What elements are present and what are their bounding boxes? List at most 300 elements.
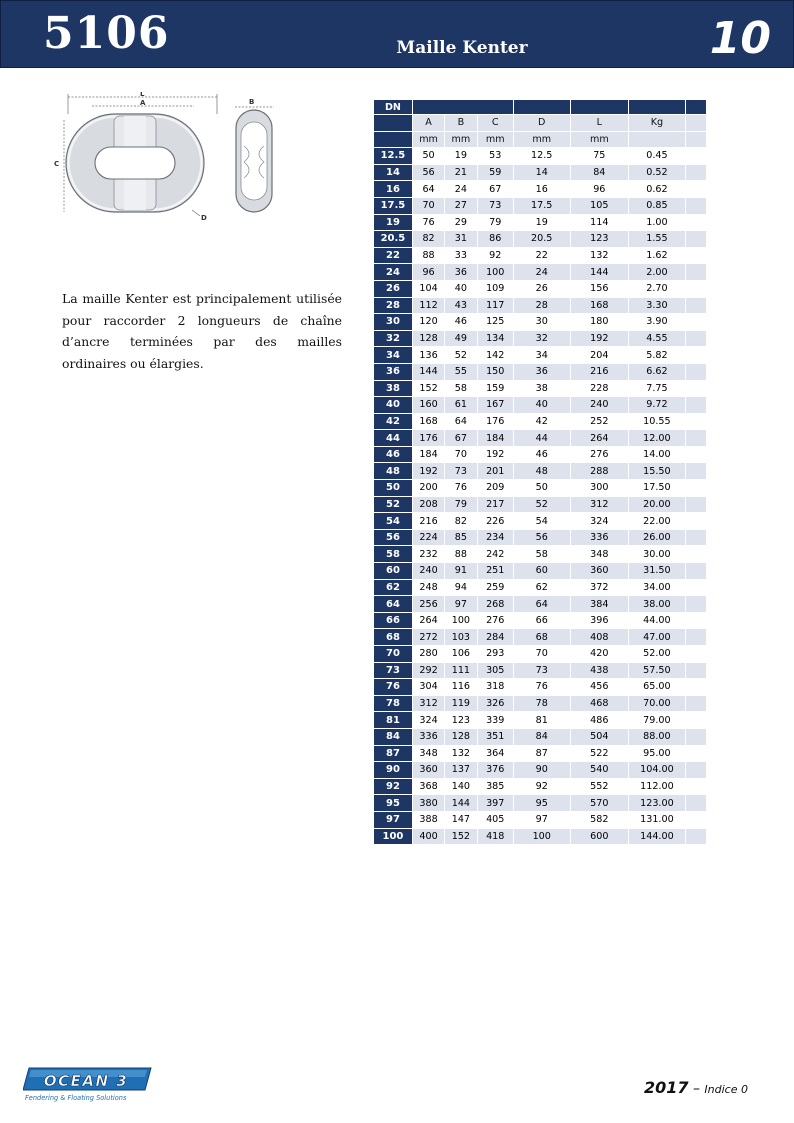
l-cell: 105 [570, 197, 629, 214]
dn-cell: 95 [374, 795, 412, 812]
c-cell: 385 [477, 778, 513, 795]
d-cell: 12.5 [513, 148, 570, 165]
dim-line-d [192, 210, 200, 216]
col-header-b: B [445, 115, 477, 132]
dn-cell: 38 [374, 380, 412, 397]
c-cell: 192 [477, 446, 513, 463]
a-cell: 136 [412, 347, 444, 364]
d-cell: 64 [513, 596, 570, 613]
c-cell: 134 [477, 330, 513, 347]
l-cell: 216 [570, 363, 629, 380]
a-cell: 232 [412, 546, 444, 563]
footer-index: Indice 0 [704, 1083, 748, 1096]
dn-cell: 48 [374, 463, 412, 480]
c-cell: 397 [477, 795, 513, 812]
column-header-row [374, 115, 707, 132]
kg-cell: 14.00 [629, 446, 686, 463]
dn-cell: 24 [374, 264, 412, 281]
a-cell: 152 [412, 380, 444, 397]
c-cell: 276 [477, 612, 513, 629]
d-cell: 42 [513, 413, 570, 430]
col-header-kg: Kg [629, 115, 686, 132]
d-cell: 97 [513, 811, 570, 828]
table-row [374, 264, 707, 281]
l-cell: 276 [570, 446, 629, 463]
dn-cell: 12.5 [374, 148, 412, 165]
dn-cell: 17.5 [374, 197, 412, 214]
a-cell: 368 [412, 778, 444, 795]
b-cell: 33 [445, 247, 477, 264]
c-cell: 79 [477, 214, 513, 231]
table-header-row [374, 100, 707, 115]
d-cell: 81 [513, 712, 570, 729]
label-a: A [140, 99, 146, 107]
kg-cell: 47.00 [629, 629, 686, 646]
a-cell: 184 [412, 446, 444, 463]
b-cell: 61 [445, 397, 477, 414]
c-cell: 92 [477, 247, 513, 264]
table-row [374, 778, 707, 795]
kg-cell: 12.00 [629, 430, 686, 447]
b-cell: 46 [445, 314, 477, 331]
b-cell: 111 [445, 662, 477, 679]
a-cell: 168 [412, 413, 444, 430]
dn-cell: 64 [374, 596, 412, 613]
a-cell: 336 [412, 728, 444, 745]
d-cell: 87 [513, 745, 570, 762]
c-cell: 418 [477, 828, 513, 845]
table-row [374, 397, 707, 414]
c-cell: 67 [477, 181, 513, 198]
a-cell: 200 [412, 480, 444, 497]
dn-cell: 26 [374, 280, 412, 297]
kg-cell: 10.55 [629, 413, 686, 430]
d-cell: 20.5 [513, 231, 570, 248]
b-cell: 119 [445, 695, 477, 712]
kg-cell: 26.00 [629, 529, 686, 546]
logo-tagline: Fendering & Floating Solutions [25, 1094, 127, 1102]
table-row [374, 563, 707, 580]
c-cell: 159 [477, 380, 513, 397]
dn-cell: 14 [374, 164, 412, 181]
l-cell: 114 [570, 214, 629, 231]
d-cell: 68 [513, 629, 570, 646]
table-row [374, 496, 707, 513]
table-row [374, 695, 707, 712]
a-cell: 56 [412, 164, 444, 181]
c-cell: 376 [477, 762, 513, 779]
unit-kg [629, 131, 686, 148]
l-cell: 468 [570, 695, 629, 712]
c-cell: 109 [477, 280, 513, 297]
dn-cell: 44 [374, 430, 412, 447]
table-row [374, 828, 707, 845]
l-cell: 132 [570, 247, 629, 264]
l-cell: 408 [570, 629, 629, 646]
l-cell: 75 [570, 148, 629, 165]
footer-edition [644, 1078, 748, 1097]
c-cell: 293 [477, 646, 513, 663]
c-cell: 268 [477, 596, 513, 613]
c-cell: 86 [477, 231, 513, 248]
table-row [374, 612, 707, 629]
table-row [374, 762, 707, 779]
a-cell: 82 [412, 231, 444, 248]
label-b: B [249, 98, 255, 106]
d-cell: 32 [513, 330, 570, 347]
c-cell: 184 [477, 430, 513, 447]
c-cell: 117 [477, 297, 513, 314]
dn-cell: 87 [374, 745, 412, 762]
table-row [374, 662, 707, 679]
l-cell: 300 [570, 480, 629, 497]
c-cell: 201 [477, 463, 513, 480]
dn-cell: 62 [374, 579, 412, 596]
dn-cell: 60 [374, 563, 412, 580]
kg-cell: 3.30 [629, 297, 686, 314]
table-row [374, 380, 707, 397]
kg-cell: 44.00 [629, 612, 686, 629]
table-row [374, 280, 707, 297]
kg-cell: 0.52 [629, 164, 686, 181]
b-cell: 132 [445, 745, 477, 762]
b-cell: 58 [445, 380, 477, 397]
c-cell: 73 [477, 197, 513, 214]
a-cell: 400 [412, 828, 444, 845]
l-cell: 123 [570, 231, 629, 248]
c-cell: 167 [477, 397, 513, 414]
b-cell: 116 [445, 679, 477, 696]
c-cell: 59 [477, 164, 513, 181]
footer-year: 2017 [643, 1078, 689, 1097]
kg-cell: 104.00 [629, 762, 686, 779]
b-cell: 79 [445, 496, 477, 513]
a-cell: 192 [412, 463, 444, 480]
l-cell: 360 [570, 563, 629, 580]
spec-table [374, 100, 707, 845]
table-row [374, 679, 707, 696]
l-cell: 438 [570, 662, 629, 679]
kg-cell: 88.00 [629, 728, 686, 745]
l-cell: 156 [570, 280, 629, 297]
unit-c: mm [477, 131, 513, 148]
col-header-a: A [412, 115, 444, 132]
c-cell: 339 [477, 712, 513, 729]
l-cell: 240 [570, 397, 629, 414]
dn-cell: 30 [374, 314, 412, 331]
a-cell: 64 [412, 181, 444, 198]
a-cell: 96 [412, 264, 444, 281]
dn-cell: 19 [374, 214, 412, 231]
col-header-l: L [570, 115, 629, 132]
c-cell: 351 [477, 728, 513, 745]
a-cell: 312 [412, 695, 444, 712]
table-row [374, 314, 707, 331]
table-row [374, 446, 707, 463]
l-cell: 204 [570, 347, 629, 364]
l-cell: 264 [570, 430, 629, 447]
d-cell: 76 [513, 679, 570, 696]
a-cell: 128 [412, 330, 444, 347]
page-number: 10 [709, 13, 771, 64]
table-row [374, 247, 707, 264]
b-cell: 123 [445, 712, 477, 729]
kg-cell: 9.72 [629, 397, 686, 414]
a-cell: 70 [412, 197, 444, 214]
table-row [374, 745, 707, 762]
label-l: L [140, 92, 145, 98]
d-cell: 48 [513, 463, 570, 480]
a-cell: 76 [412, 214, 444, 231]
table-row [374, 363, 707, 380]
l-cell: 504 [570, 728, 629, 745]
l-cell: 84 [570, 164, 629, 181]
c-cell: 284 [477, 629, 513, 646]
d-cell: 16 [513, 181, 570, 198]
kg-cell: 144.00 [629, 828, 686, 845]
table-row [374, 728, 707, 745]
kg-cell: 4.55 [629, 330, 686, 347]
product-description: La maille Kenter est principalement utilisée pour raccorder 2 longueurs de chaîne d’ancre terminées par des mailles ordinaires ou élargies. [62, 291, 342, 371]
c-cell: 176 [477, 413, 513, 430]
b-cell: 64 [445, 413, 477, 430]
l-cell: 252 [570, 413, 629, 430]
b-cell: 82 [445, 513, 477, 530]
kg-cell: 34.00 [629, 579, 686, 596]
table-row [374, 148, 707, 165]
table-row [374, 231, 707, 248]
kg-cell: 1.55 [629, 231, 686, 248]
dn-cell: 92 [374, 778, 412, 795]
b-cell: 147 [445, 811, 477, 828]
l-cell: 324 [570, 513, 629, 530]
footer-separator: – [692, 1081, 700, 1097]
kg-cell: 17.50 [629, 480, 686, 497]
b-cell: 94 [445, 579, 477, 596]
c-cell: 305 [477, 662, 513, 679]
b-cell: 88 [445, 546, 477, 563]
d-cell: 58 [513, 546, 570, 563]
d-cell: 19 [513, 214, 570, 231]
l-cell: 600 [570, 828, 629, 845]
a-cell: 120 [412, 314, 444, 331]
kg-cell: 22.00 [629, 513, 686, 530]
dn-cell: 70 [374, 646, 412, 663]
c-cell: 142 [477, 347, 513, 364]
l-cell: 180 [570, 314, 629, 331]
table-row [374, 197, 707, 214]
link-side-view [236, 110, 272, 212]
a-cell: 160 [412, 397, 444, 414]
table-row [374, 181, 707, 198]
col-header-d: D [513, 115, 570, 132]
dn-cell: 58 [374, 546, 412, 563]
l-cell: 570 [570, 795, 629, 812]
kg-cell: 123.00 [629, 795, 686, 812]
d-cell: 30 [513, 314, 570, 331]
label-d: D [201, 214, 207, 222]
b-cell: 144 [445, 795, 477, 812]
col-header-c: C [477, 115, 513, 132]
d-cell: 56 [513, 529, 570, 546]
b-cell: 85 [445, 529, 477, 546]
dn-cell: 22 [374, 247, 412, 264]
table-row [374, 795, 707, 812]
table-row [374, 646, 707, 663]
logo-text: OCEAN 3 [43, 1072, 129, 1090]
table-row [374, 513, 707, 530]
dn-cell: 16 [374, 181, 412, 198]
c-cell: 217 [477, 496, 513, 513]
dn-cell: 40 [374, 397, 412, 414]
product-title: Maille Kenter [396, 38, 528, 58]
page-header [0, 0, 794, 68]
a-cell: 112 [412, 297, 444, 314]
l-cell: 288 [570, 463, 629, 480]
l-cell: 96 [570, 181, 629, 198]
d-cell: 92 [513, 778, 570, 795]
l-cell: 228 [570, 380, 629, 397]
d-cell: 60 [513, 563, 570, 580]
kg-cell: 2.70 [629, 280, 686, 297]
dn-cell: 52 [374, 496, 412, 513]
table-row [374, 579, 707, 596]
unit-d: mm [513, 131, 570, 148]
b-cell: 91 [445, 563, 477, 580]
dn-cell: 20.5 [374, 231, 412, 248]
dn-cell: 28 [374, 297, 412, 314]
table-row [374, 712, 707, 729]
kg-cell: 38.00 [629, 596, 686, 613]
d-cell: 50 [513, 480, 570, 497]
d-cell: 46 [513, 446, 570, 463]
unit-row [374, 131, 707, 148]
d-cell: 26 [513, 280, 570, 297]
d-cell: 14 [513, 164, 570, 181]
dn-cell: 34 [374, 347, 412, 364]
c-cell: 364 [477, 745, 513, 762]
c-cell: 226 [477, 513, 513, 530]
d-cell: 17.5 [513, 197, 570, 214]
b-cell: 100 [445, 612, 477, 629]
dn-cell: 100 [374, 828, 412, 845]
d-cell: 28 [513, 297, 570, 314]
l-cell: 312 [570, 496, 629, 513]
kg-cell: 3.90 [629, 314, 686, 331]
a-cell: 304 [412, 679, 444, 696]
d-cell: 22 [513, 247, 570, 264]
kg-cell: 112.00 [629, 778, 686, 795]
product-code: 5106 [43, 8, 170, 59]
c-cell: 150 [477, 363, 513, 380]
d-cell: 36 [513, 363, 570, 380]
l-cell: 192 [570, 330, 629, 347]
kg-cell: 6.62 [629, 363, 686, 380]
table-row [374, 596, 707, 613]
a-cell: 104 [412, 280, 444, 297]
dn-cell: 42 [374, 413, 412, 430]
a-cell: 256 [412, 596, 444, 613]
dn-cell: 46 [374, 446, 412, 463]
l-cell: 336 [570, 529, 629, 546]
a-cell: 50 [412, 148, 444, 165]
a-cell: 248 [412, 579, 444, 596]
l-cell: 456 [570, 679, 629, 696]
unit-a: mm [412, 131, 444, 148]
b-cell: 103 [445, 629, 477, 646]
l-cell: 348 [570, 546, 629, 563]
d-cell: 54 [513, 513, 570, 530]
label-c: C [54, 160, 60, 168]
l-cell: 582 [570, 811, 629, 828]
unit-l: mm [570, 131, 629, 148]
kg-cell: 70.00 [629, 695, 686, 712]
table-row [374, 811, 707, 828]
kg-cell: 0.45 [629, 148, 686, 165]
table-row [374, 214, 707, 231]
dn-cell: 78 [374, 695, 412, 712]
l-cell: 168 [570, 297, 629, 314]
table-row [374, 430, 707, 447]
b-cell: 97 [445, 596, 477, 613]
ocean3-logo [23, 1066, 153, 1106]
a-cell: 380 [412, 795, 444, 812]
b-cell: 43 [445, 297, 477, 314]
d-cell: 66 [513, 612, 570, 629]
dn-cell: 68 [374, 629, 412, 646]
link-front-view [66, 114, 204, 212]
a-cell: 216 [412, 513, 444, 530]
a-cell: 280 [412, 646, 444, 663]
c-cell: 405 [477, 811, 513, 828]
b-cell: 49 [445, 330, 477, 347]
kg-cell: 131.00 [629, 811, 686, 828]
a-cell: 324 [412, 712, 444, 729]
d-cell: 90 [513, 762, 570, 779]
table-row [374, 297, 707, 314]
b-cell: 24 [445, 181, 477, 198]
kg-cell: 31.50 [629, 563, 686, 580]
b-cell: 152 [445, 828, 477, 845]
b-cell: 21 [445, 164, 477, 181]
a-cell: 240 [412, 563, 444, 580]
dn-cell: 84 [374, 728, 412, 745]
dn-cell: 54 [374, 513, 412, 530]
b-cell: 36 [445, 264, 477, 281]
kg-cell: 65.00 [629, 679, 686, 696]
a-cell: 348 [412, 745, 444, 762]
kg-cell: 1.00 [629, 214, 686, 231]
kg-cell: 79.00 [629, 712, 686, 729]
d-cell: 24 [513, 264, 570, 281]
c-cell: 209 [477, 480, 513, 497]
table-row [374, 480, 707, 497]
l-cell: 486 [570, 712, 629, 729]
b-cell: 106 [445, 646, 477, 663]
b-cell: 67 [445, 430, 477, 447]
l-cell: 540 [570, 762, 629, 779]
b-cell: 140 [445, 778, 477, 795]
kg-cell: 7.75 [629, 380, 686, 397]
kg-cell: 20.00 [629, 496, 686, 513]
d-cell: 40 [513, 397, 570, 414]
b-cell: 128 [445, 728, 477, 745]
c-cell: 53 [477, 148, 513, 165]
d-cell: 100 [513, 828, 570, 845]
table-row [374, 529, 707, 546]
b-cell: 76 [445, 480, 477, 497]
a-cell: 292 [412, 662, 444, 679]
